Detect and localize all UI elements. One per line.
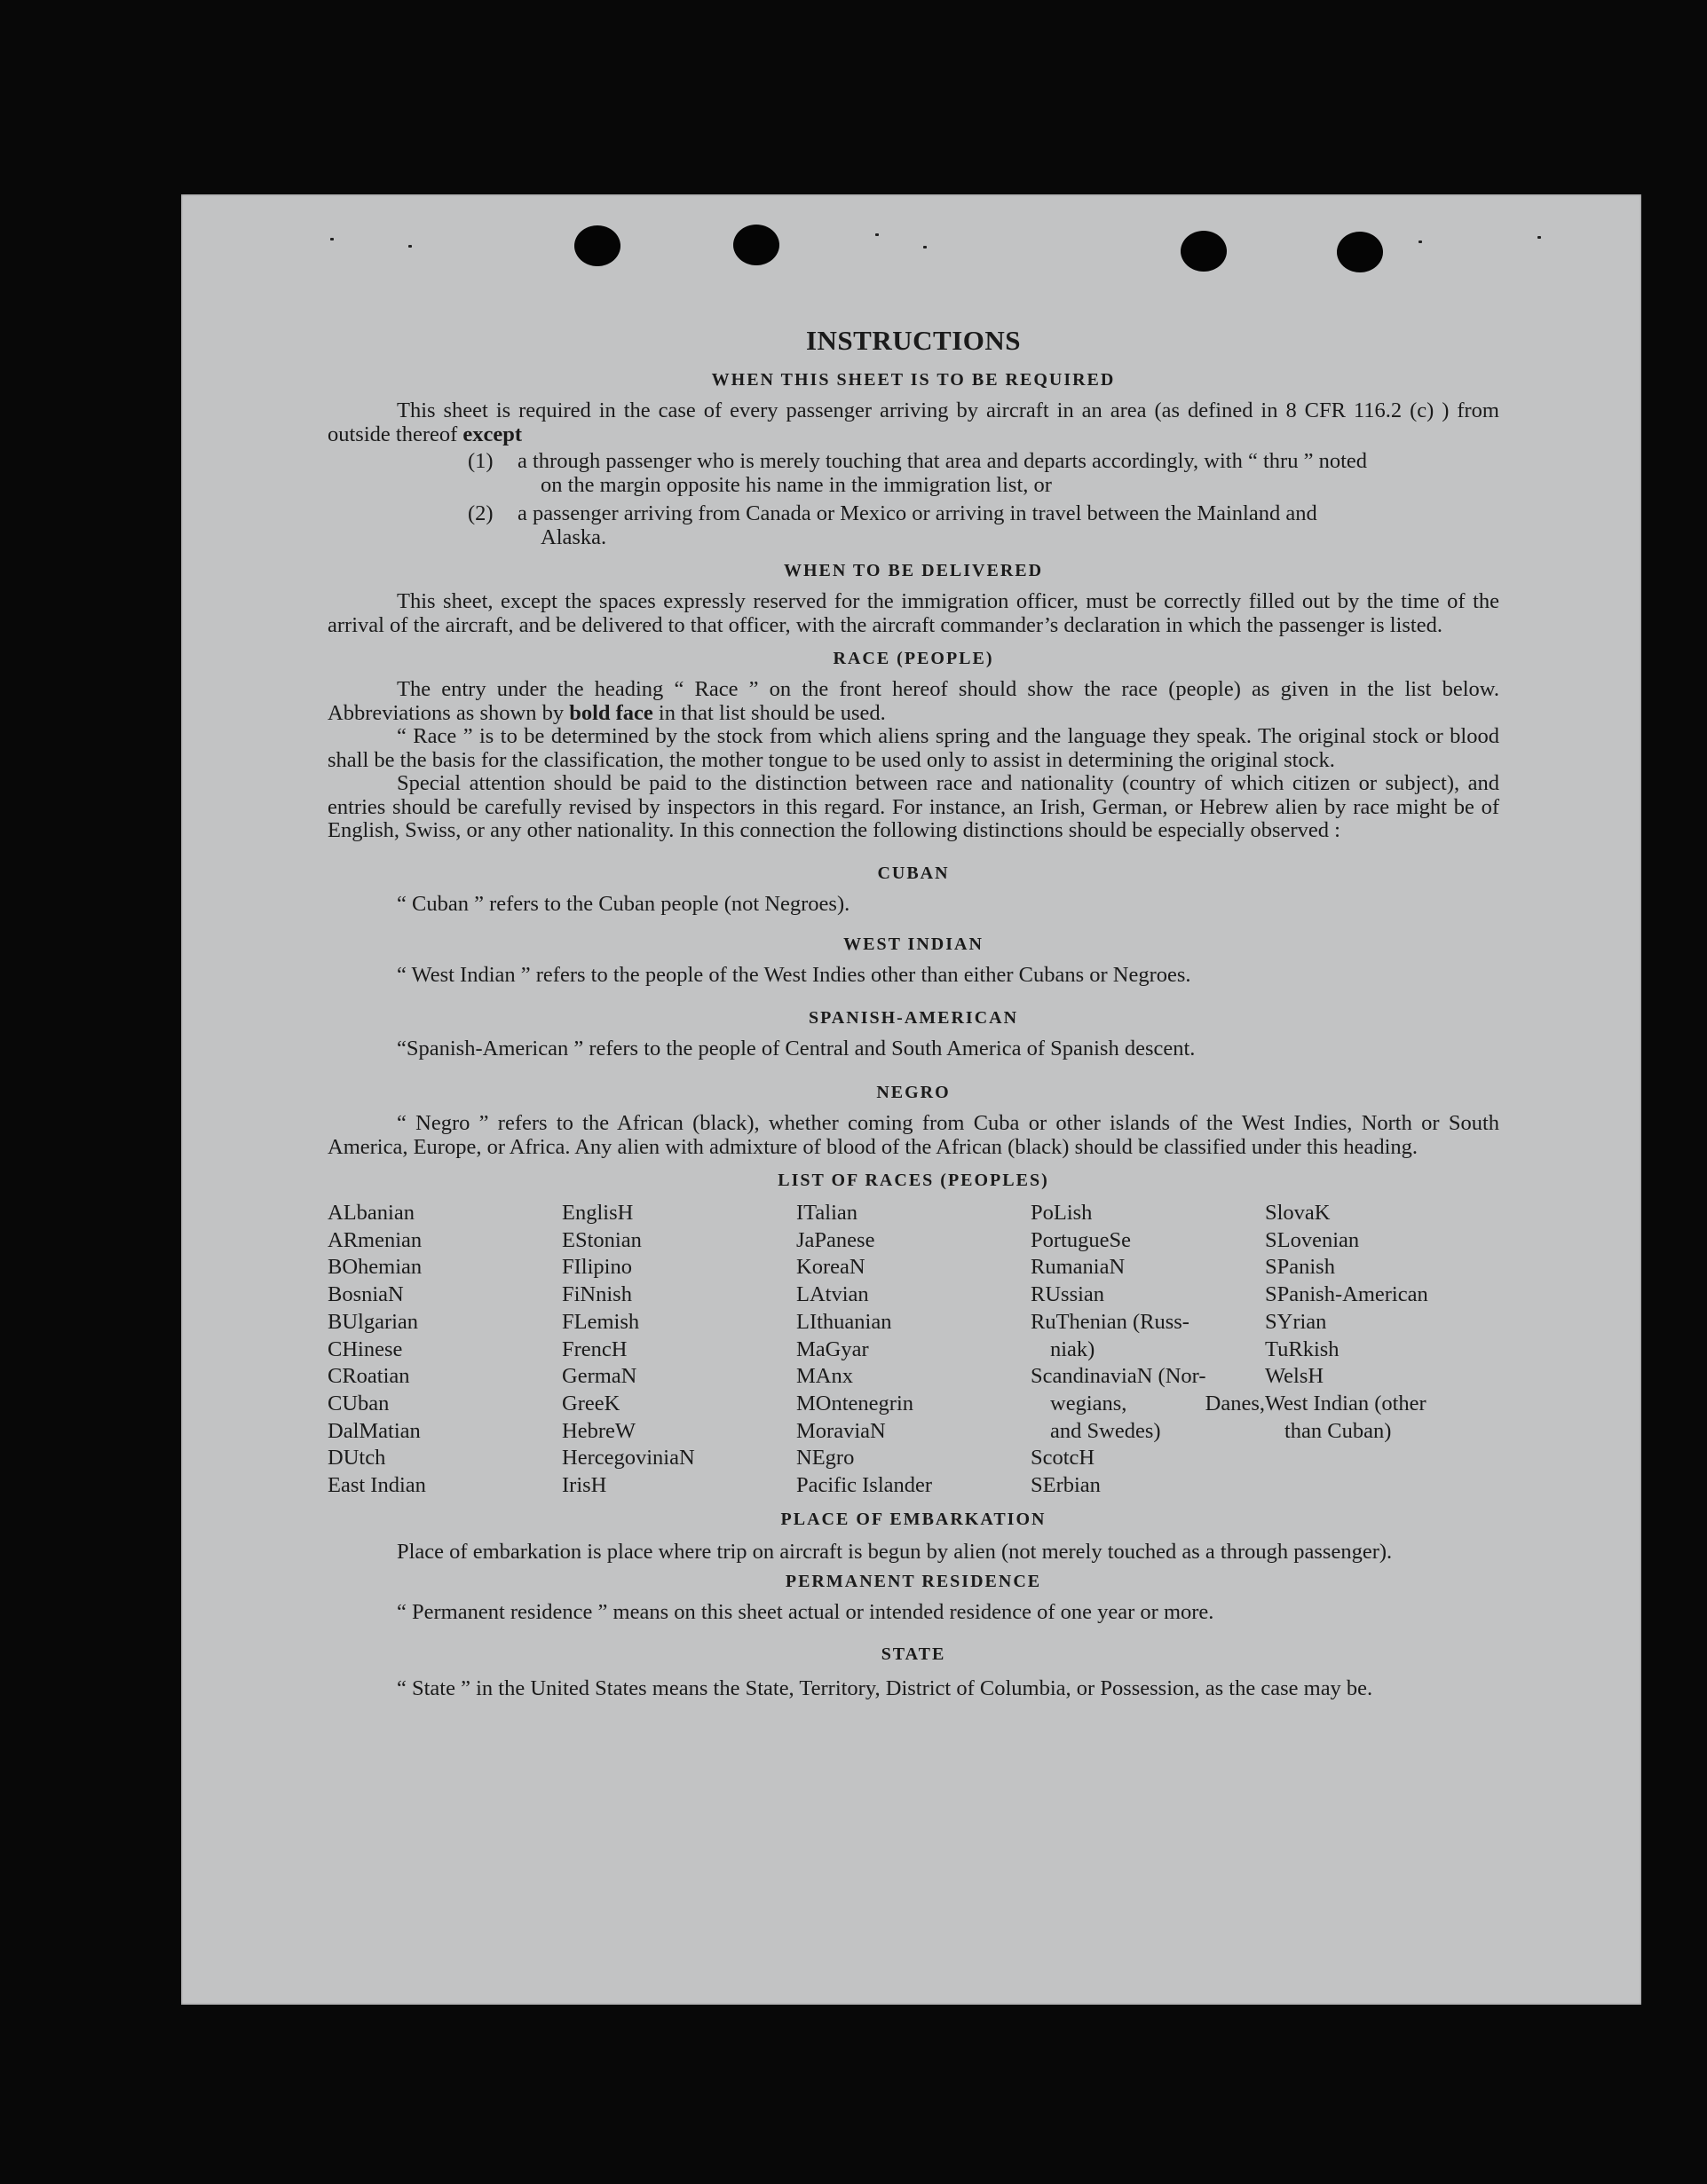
race-entry: RumaniaN xyxy=(1031,1255,1126,1280)
race-entry: ARmenian xyxy=(328,1227,423,1252)
race-entry: BUlgarian xyxy=(328,1309,419,1334)
required-intro-bold: except xyxy=(462,422,523,446)
speck xyxy=(1537,236,1541,239)
exception-number: (1) xyxy=(468,449,494,473)
race-entry: RuThenian (Russ- xyxy=(1031,1309,1189,1334)
exception-text xyxy=(518,502,1499,549)
negro-text: “ Negro ” refers to the African (black), whether coming from Cuba or other islands of the West Indies, North or South America, Europe, or Africa. Any alien with admixture of blood of the African (black) should be classified under this heading. xyxy=(328,1111,1499,1159)
race-entry: Pacific Islander xyxy=(796,1473,933,1498)
exception-item xyxy=(468,450,1499,497)
race-entry: SYrian xyxy=(1265,1309,1327,1334)
section-heading-delivered: WHEN TO BE DELIVERED xyxy=(783,561,1044,580)
race-entry: ScotcH xyxy=(1031,1446,1095,1470)
races-table xyxy=(328,1200,1499,1500)
section-heading-race: RACE (PEOPLE) xyxy=(833,649,994,668)
race-paragraph-2: “ Race ” is to be determined by the stock from which aliens spring and the language they speak. The original stock or blood shall be the basis for the classification, the mother tongue to be used only to assist in determining the original stock. xyxy=(328,724,1499,772)
race-p1-end: in that list should be used. xyxy=(658,700,886,725)
page-title: INSTRUCTIONS xyxy=(805,325,1021,356)
race-paragraph-3: Special attention should be paid to the distinction between race and nationality (country of which citizen or subject), and entries should be carefully revised by inspectors in this regard. For instance, an Irish, German, or Hebrew alien by race might be of English, Swiss, or any other nationality. In this connection the following distinctions should be especially observed : xyxy=(328,771,1499,842)
race-entry: FrencH xyxy=(562,1336,628,1361)
exception-line: Alaska. xyxy=(541,524,607,549)
exception-item xyxy=(468,502,1499,549)
spanish-american-text: “Spanish-American ” refers to the people of Central and South America of Spanish descent. xyxy=(397,1036,1196,1060)
races-column-3 xyxy=(796,1200,1031,1500)
section-heading-state: STATE xyxy=(881,1644,946,1665)
state-text: “ State ” in the United States means the State, Territory, District of Columbia, or Possession, as the case may be. xyxy=(397,1676,1373,1701)
delivered-text: This sheet, except the spaces expressly reserved for the immigration officer, must be correctly filled out by the time of the arrival of the aircraft, and be delivered to that officer, with the aircraft commander’s declaration in which the passenger is listed. xyxy=(328,589,1499,637)
race-entry: DUtch xyxy=(328,1446,386,1470)
race-entry: RUssian xyxy=(1031,1282,1105,1307)
section-heading-required: WHEN THIS SHEET IS TO BE REQUIRED xyxy=(711,370,1116,390)
west-indian-text: “ West Indian ” refers to the people of the West Indies other than either Cubans or Negroes. xyxy=(397,963,1191,987)
race-entry: HercegoviniaN xyxy=(562,1446,695,1470)
punch-hole xyxy=(733,225,779,265)
race-entry: KoreaN xyxy=(796,1255,865,1280)
race-entry: SErbian xyxy=(1031,1473,1101,1498)
race-entry: EnglisH xyxy=(562,1201,634,1225)
race-entry: HebreW xyxy=(562,1418,636,1443)
race-entry: IrisH xyxy=(562,1473,607,1498)
exceptions-list xyxy=(328,450,1499,549)
residence-text: “ Permanent residence ” means on this sheet actual or intended residence of one year or more. xyxy=(397,1599,1214,1624)
race-entry: MAnx xyxy=(796,1364,853,1389)
punch-hole xyxy=(1337,232,1383,272)
race-entry: BosniaN xyxy=(328,1282,404,1307)
race-entry: PoLish xyxy=(1031,1201,1093,1225)
race-entry: ScandinaviaN (Nor- xyxy=(1031,1364,1206,1389)
exception-number: (2) xyxy=(468,501,494,525)
section-heading-cuban: CUBAN xyxy=(877,863,950,883)
races-column-1 xyxy=(328,1200,562,1500)
race-entry-continued: and Swedes) xyxy=(1050,1418,1161,1443)
race-entry: SlovaK xyxy=(1265,1201,1331,1225)
race-entry: GermaN xyxy=(562,1364,637,1389)
speck xyxy=(923,246,927,248)
race-entry: MoraviaN xyxy=(796,1418,886,1443)
exception-line: a passenger arriving from Canada or Mexico or arriving in travel between the Mainland and xyxy=(518,501,1317,525)
race-entry: TuRkish xyxy=(1265,1336,1340,1361)
race-entry: LAtvian xyxy=(796,1282,869,1307)
punch-hole xyxy=(1181,231,1227,272)
required-intro xyxy=(328,399,1499,446)
race-entry: SPanish xyxy=(1265,1255,1335,1280)
race-entry: MaGyar xyxy=(796,1336,869,1361)
race-entry: LIthuanian xyxy=(796,1309,892,1334)
speck xyxy=(875,233,879,236)
section-heading-negro: NEGRO xyxy=(876,1083,951,1102)
race-entry: SPanish-American xyxy=(1265,1282,1428,1307)
race-p1-bold: bold face xyxy=(569,700,653,725)
section-heading-spanish-american: SPANISH-AMERICAN xyxy=(808,1007,1019,1028)
races-column-5 xyxy=(1265,1200,1499,1500)
race-paragraph-1 xyxy=(328,678,1499,725)
race-entry-continued: than Cuban) xyxy=(1284,1418,1392,1443)
race-entry: PortugueSe xyxy=(1031,1227,1131,1252)
exception-text xyxy=(518,450,1499,497)
speck xyxy=(408,245,412,248)
exception-line: on the margin opposite his name in the immigration list, or xyxy=(541,472,1052,497)
race-entry: MOntenegrin xyxy=(796,1391,913,1415)
race-entry: FIlipino xyxy=(562,1255,632,1280)
section-heading-residence: PERMANENT RESIDENCE xyxy=(785,1571,1042,1591)
race-entry: WelsH xyxy=(1265,1364,1324,1389)
cuban-text: “ Cuban ” refers to the Cuban people (not Negroes). xyxy=(397,891,850,916)
race-entry: West Indian (other xyxy=(1265,1391,1426,1415)
section-heading-west-indian: WEST INDIAN xyxy=(843,934,984,954)
race-entry: East Indian xyxy=(328,1473,426,1498)
speck xyxy=(330,238,334,240)
required-intro-text: This sheet is required in the case of every passenger arriving by aircraft in an area (as defined in 8 CFR 116.2 (c) ) from outside thereof xyxy=(328,398,1499,446)
exception-line: a through passenger who is merely touching that area and departs accordingly, with “ thru ” noted xyxy=(518,449,1368,473)
race-entry: DalMatian xyxy=(328,1418,421,1443)
embarkation-text: Place of embarkation is place where trip on aircraft is begun by alien (not merely touched as a through passenger). xyxy=(397,1539,1393,1564)
races-column-2 xyxy=(562,1200,796,1500)
race-entry: CRoatian xyxy=(328,1364,410,1389)
race-entry-continued: niak) xyxy=(1050,1336,1095,1361)
race-entry: BOhemian xyxy=(328,1255,423,1280)
punch-hole xyxy=(574,225,620,266)
section-heading-embarkation: PLACE OF EMBARKATION xyxy=(780,1509,1047,1529)
race-entry: ALbanian xyxy=(328,1201,415,1225)
race-entry: CUban xyxy=(328,1391,390,1415)
document-sheet xyxy=(181,194,1641,2005)
race-entry: EStonian xyxy=(562,1227,642,1252)
race-entry: ITalian xyxy=(796,1201,858,1225)
section-heading-races-list: LIST OF RACES (PEOPLES) xyxy=(778,1171,1049,1190)
race-entry: FLemish xyxy=(562,1309,640,1334)
race-entry: FiNnish xyxy=(562,1282,632,1307)
race-entry: NEgro xyxy=(796,1446,855,1470)
race-entry: GreeK xyxy=(562,1391,620,1415)
instructions-content xyxy=(328,323,1499,1703)
race-p1-text: The entry under the heading “ Race ” on the front hereof should show the race (people) as given in the list below. Abbreviations as shown by xyxy=(328,677,1499,725)
race-entry: CHinese xyxy=(328,1336,403,1361)
race-entry-continued: wegians, Danes, xyxy=(1050,1391,1265,1415)
speck xyxy=(1419,240,1422,243)
race-entry: JaPanese xyxy=(796,1227,875,1252)
race-entry: SLovenian xyxy=(1265,1227,1360,1252)
races-column-4 xyxy=(1031,1200,1265,1500)
